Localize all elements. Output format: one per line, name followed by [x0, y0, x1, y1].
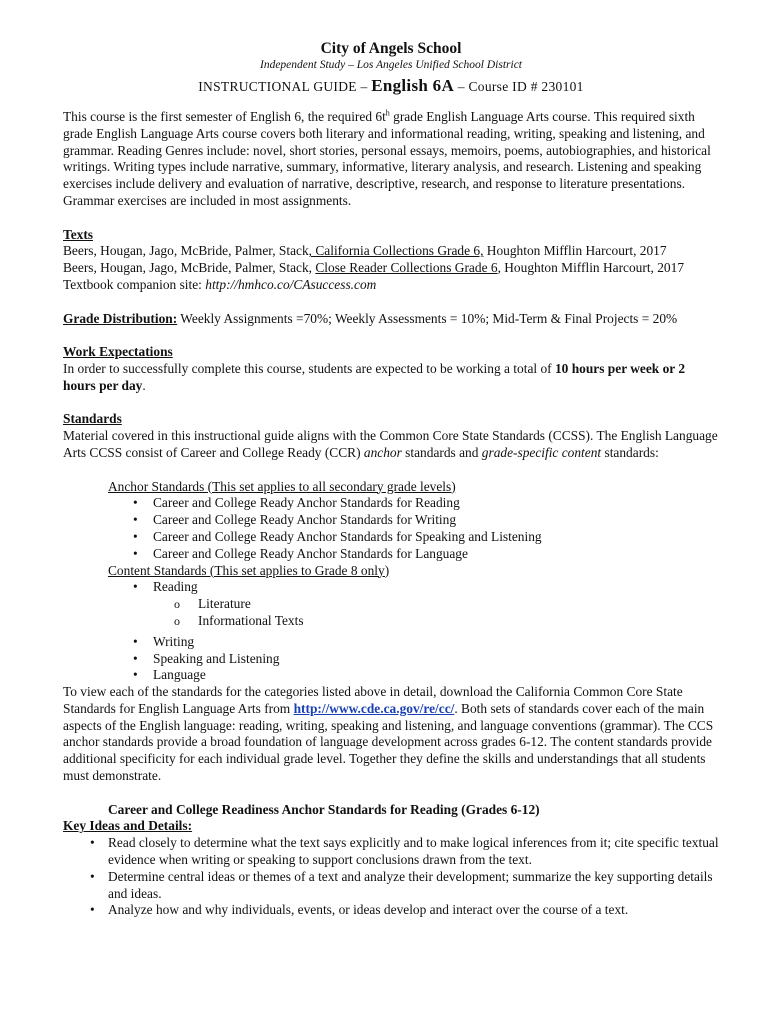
cde-link[interactable]: http://www.cde.ca.gov/re/cc/	[293, 700, 455, 716]
work-paragraph: In order to successfully complete this course, students are expected to be working a total of 10 hours per week or 2 hours per day.	[63, 360, 686, 393]
list-item: • Career and College Ready Anchor Standards for Reading	[63, 495, 719, 512]
list-item: • Writing	[63, 634, 719, 651]
standards-heading: Standards	[63, 411, 122, 427]
list-item: • Career and College Ready Anchor Standards for Speaking and Listening	[63, 529, 719, 546]
companion-url[interactable]: http://hmhco.co/CAsuccess.com	[205, 276, 377, 292]
list-item: • Career and College Ready Anchor Standards for Writing	[63, 512, 719, 529]
school-name: City of Angels School	[320, 40, 462, 57]
document-page	[63, 40, 719, 919]
content-standards-list-rest	[63, 634, 719, 684]
companion-site: Textbook companion site: http://hmhco.co/CAsuccess.com	[63, 276, 377, 292]
list-item: • Determine central ideas or themes of a text and analyze their development; summarize the key supporting details and ideas.	[63, 869, 719, 903]
list-item: • Career and College Ready Anchor Standards for Language	[63, 546, 719, 563]
list-item: • Language	[63, 667, 719, 684]
work-heading: Work Expectations	[63, 344, 173, 360]
reading-sublist	[63, 596, 719, 630]
course-name: English 6A	[371, 76, 455, 95]
key-ideas-heading: Key Ideas and Details:	[63, 818, 193, 834]
content-standards-heading: Content Standards (This set applies to Grade 8 only)	[108, 562, 390, 578]
list-item: • Reading	[63, 579, 719, 596]
key-ideas-list	[63, 835, 719, 919]
standards-paragraph: Material covered in this instructional guide aligns with the Common Core State Standards (CCSS). The English Language Arts CCSS consist of Career and College Ready (CCR) anchor standards and grade-specific content standards:	[63, 428, 718, 460]
anchor-standards-list	[63, 495, 719, 562]
grade-distribution: Grade Distribution: Weekly Assignments =70%; Weekly Assessments = 10%; Mid-Term & Final Projects = 20%	[63, 310, 678, 326]
texts-heading: Texts	[63, 226, 94, 242]
text-entry-2: Beers, Hougan, Jago, McBride, Palmer, Stack, Close Reader Collections Grade 6, Houghton Mifflin Harcourt, 2017	[63, 260, 685, 276]
text-entry-1: Beers, Hougan, Jago, McBride, Palmer, Stack, California Collections Grade 6, Houghton Mifflin Harcourt, 2017	[63, 243, 667, 259]
guide-title	[63, 76, 719, 97]
view-standards-paragraph: To view each of the standards for the categories listed above in detail, download the California Common Core State Standards for English Language Arts from http://www.cde.ca.gov/re/cc/. Both sets of standards cover each of the main aspects of the English language: reading, writing, speaking and listening, and language conventions (grammar). The CCS anchor standards provide a broad foundation of language development across grades 6-12. The content standards provide additional specificity for each individual grade level. Together they define the skills and understandings that all students must demonstrate.	[63, 684, 714, 784]
anchor-standards-heading: Anchor Standards (This set applies to all secondary grade levels)	[108, 478, 456, 494]
list-item: o Informational Texts	[63, 613, 719, 630]
course-id: – Course ID # 230101	[454, 79, 584, 94]
list-item: • Read closely to determine what the text says explicitly and to make logical inferences from it; cite specific textual evidence when writing or speaking to support conclusions drawn from the text.	[63, 835, 719, 869]
list-item: • Speaking and Listening	[63, 651, 719, 668]
list-item: o Literature	[63, 596, 719, 613]
ccr-title: Career and College Readiness Anchor Standards for Reading (Grades 6-12)	[108, 801, 540, 817]
district-line: Independent Study – Los Angeles Unified School District	[259, 59, 522, 71]
guide-prefix: INSTRUCTIONAL GUIDE –	[198, 79, 372, 94]
intro-paragraph: This course is the first semester of English 6, the required $6t^h$ grade English Language Arts course. This required sixth grade English Language Arts course covers both literary and informational reading, writing, speaking and listening, and grammar. Reading Genres include: novel, short stories, personal essays, memoirs, poems, autobiographies, and historical writings. Writing types include narrative, summary, informative, literary analysis, and research. Listening and speaking exercises include delivery and evaluation of narrative, descriptive, research, and response to literature presentations. Grammar exercises are included in most assignments.	[63, 108, 711, 208]
content-standards-list	[63, 579, 719, 596]
list-item: • Analyze how and why individuals, events, or ideas develop and interact over the course of a text.	[63, 902, 719, 919]
